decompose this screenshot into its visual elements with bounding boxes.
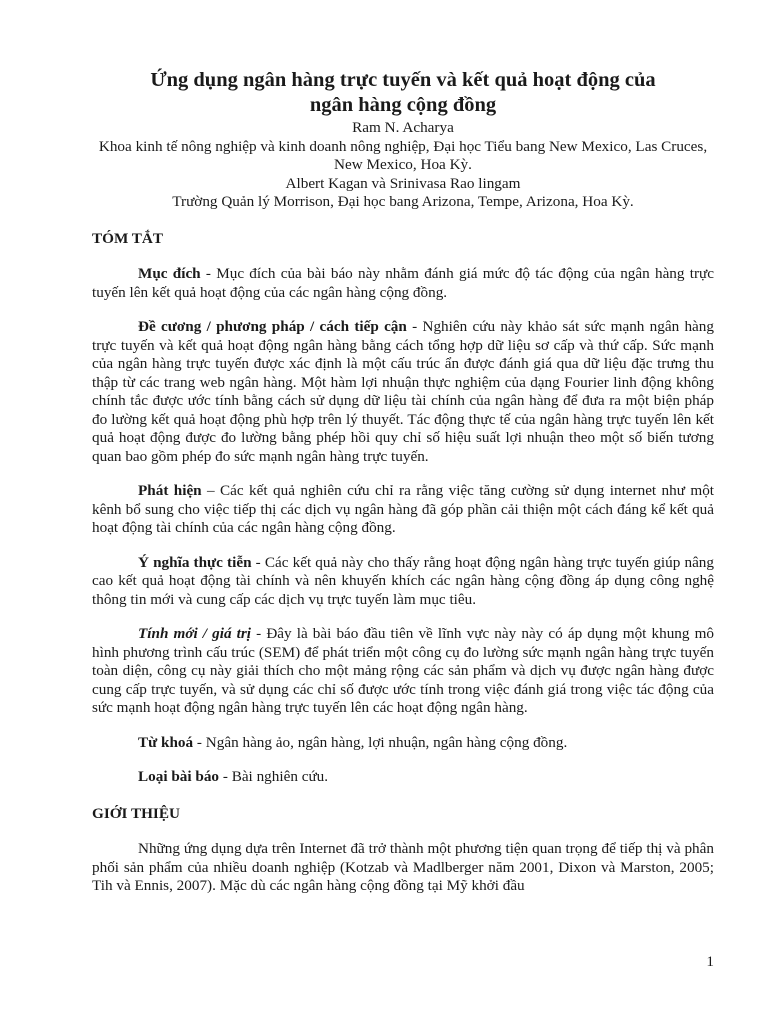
paragraph-text: Bài nghiên cứu.: [231, 768, 329, 785]
abstract-paragraph-implications: Ý nghĩa thực tiễn - Các kết quả này cho thấy rằng hoạt động ngân hàng trực tuyến giúp nâng cao kết quả hoạt động tài chính và nên khuyến khích các ngân hàng cộng đồng áp dụng công nghệ thông tin mới và cung cấp các dịch vụ trực tuyến làm mục tiêu.: [92, 553, 714, 608]
paragraph-label: Phát hiện: [138, 482, 202, 499]
paper-title: [92, 68, 714, 118]
paragraph-text: Nghiên cứu này khảo sát sức mạnh ngân hàng trực tuyến và kết quả hoạt động ngân hàng bằng cách tổng hợp dữ liệu sơ cấp và thứ cấp. Sức mạnh của ngân hàng trực tuyến được xác định là một cấu trúc ẩn được đánh giá qua dữ liệu đặc trưng thu thập từ các trang web ngân hàng. Một hàm lợi nhuận thực nghiệm của dạng Fourier linh động không chính tắc được ước tính bằng cách sử dụng dữ liệu tài chính của ngân hàng để đưa ra một biện pháp đo lường kết quả hoạt động phù hợp trên lý thuyết. Tác động thực tế của ngân hàng trực tuyến lên kết quả hoạt động được đo lường bằng phép hồi quy chỉ số hiệu suất lợi nhuận theo một số biến tương quan bao gồm phép đo sức mạnh ngân hàng trực tuyến.: [92, 318, 714, 465]
introduction-paragraph: Những ứng dụng dựa trên Internet đã trở thành một phương tiện quan trọng để tiếp thị và phân phối sản phẩm của nhiều doanh nghiệp (Kotzab và Madlberger năm 2001, Dixon và Marston, 2005; Tih và Ennis, 2007). Mặc dù các ngân hàng cộng đồng tại Mỹ khởi đầu: [92, 840, 714, 894]
author-1: Ram N. Acharya: [352, 119, 454, 136]
title-line-2: ngân hàng cộng đồng: [309, 94, 497, 116]
abstract-heading: TÓM TẮT: [92, 229, 164, 247]
abstract-paragraph-paper-type: Loại bài báo - Bài nghiên cứu.: [138, 768, 329, 785]
paragraph-text: Đây là bài báo đầu tiên về lĩnh vực này này có áp dụng một khung mô hình phương trình cấu trúc (SEM) để phát triển một công cụ đo lường sức mạnh ngân hàng trực tuyến toàn diện, công cụ này giải thích cho một mảng rộng các sản phẩm và dịch vụ được ngân hàng được cung cấp trực tuyến, và sử dụng các chỉ số được ước tính trong việc đánh giá trong việc tác động của sức mạnh hoạt động ngân hàng trực tuyến lên các hoạt động ngân hàng.: [92, 625, 714, 716]
paragraph-label: Đề cương / phương pháp / cách tiếp cận: [138, 318, 407, 335]
abstract-paragraph-originality: Tính mới / giá trị - Đây là bài báo đầu tiên về lĩnh vực này này có áp dụng một khung mô hình phương trình cấu trúc (SEM) để phát triển một công cụ đo lường sức mạnh ngân hàng trực tuyến toàn diện, công cụ này giải thích cho một mảng rộng các sản phẩm và dịch vụ được ngân hàng được cung cấp trực tuyến, và sử dụng các chỉ số được ước tính trong việc đánh giá trong việc tác động của sức mạnh hoạt động ngân hàng trực tuyến lên các hoạt động ngân hàng.: [92, 625, 714, 716]
paragraph-label: Tính mới / giá trị: [138, 625, 252, 642]
author-2: Albert Kagan và Srinivasa Rao lingam: [285, 174, 521, 192]
abstract-body: [92, 265, 714, 787]
document-page: [92, 68, 714, 896]
paragraph-label: Từ khoá: [138, 733, 194, 751]
abstract-paragraph-findings: Phát hiện – Các kết quả nghiên cứu chỉ ra rằng việc tăng cường sử dụng internet như một kênh bổ sung cho việc tiếp thị các dịch vụ ngân hàng đã góp phần cải thiện một cách đáng kể kết quả hoạt động tài chính của các ngân hàng cộng đồng.: [92, 482, 715, 536]
title-line-1: Ứng dụng ngân hàng trực tuyến và kết quả hoạt động của: [150, 69, 656, 91]
paragraph-label: Ý nghĩa thực tiễn: [138, 553, 252, 571]
paragraph-text: Các kết quả nghiên cứu chỉ ra rằng việc tăng cường sử dụng internet như một kênh bổ sung cho việc tiếp thị các dịch vụ ngân hàng đã góp phần cải thiện một cách đáng kể kết quả hoạt động tài chính của các ngân hàng cộng đồng.: [92, 482, 715, 536]
introduction-heading: GIỚI THIỆU: [92, 804, 180, 822]
abstract-paragraph-keywords: Từ khoá - Ngân hàng ảo, ngân hàng, lợi nhuận, ngân hàng cộng đồng.: [138, 733, 568, 751]
paragraph-text: Mục đích của bài báo này nhằm đánh giá mức độ tác động của ngân hàng trực tuyến lên kết quả hoạt động của các ngân hàng cộng đồng.: [92, 265, 714, 301]
paragraph-label: Loại bài báo: [138, 768, 220, 785]
paragraph-text: Ngân hàng ảo, ngân hàng, lợi nhuận, ngân hàng cộng đồng.: [205, 733, 568, 751]
affiliation-1: Khoa kinh tế nông nghiệp và kinh doanh nông nghiệp, Đại học Tiểu bang New Mexico, Las Cruces, New Mexico, Hoa Kỳ.: [98, 137, 708, 173]
affiliation-2: Trường Quản lý Morrison, Đại học bang Arizona, Tempe, Arizona, Hoa Kỳ.: [172, 193, 634, 210]
page-number: 1: [706, 953, 714, 970]
abstract-paragraph-approach: Đề cương / phương pháp / cách tiếp cận - Nghiên cứu này khảo sát sức mạnh ngân hàng trực tuyến và kết quả hoạt động ngân hàng bằng cách tổng hợp dữ liệu sơ cấp và thứ cấp. Sức mạnh của ngân hàng trực tuyến được xác định là một cấu trúc ẩn được đánh giá qua dữ liệu đặc trưng thu thập từ các trang web ngân hàng. Một hàm lợi nhuận thực nghiệm của dạng Fourier linh động không chính tắc được ước tính bằng cách sử dụng dữ liệu tài chính của ngân hàng để đưa ra một biện pháp đo lường kết quả hoạt động phù hợp trên lý thuyết. Tác động thực tế của ngân hàng trực tuyến lên kết quả hoạt động được đo lường bằng phép hồi quy chỉ số hiệu suất lợi nhuận theo một số biến tương quan bao gồm phép đo sức mạnh ngân hàng trực tuyến.: [92, 318, 714, 465]
author-block: [92, 119, 714, 212]
paragraph-text: Các kết quả này cho thấy rằng hoạt động ngân hàng trực tuyến giúp nâng cao kết quả hoạt động tài chính và nên khuyến khích các ngân hàng cộng đồng áp dụng công nghệ thông tin mới và cung cấp các dịch vụ trực tuyến làm mục tiêu.: [92, 553, 714, 608]
abstract-paragraph-purpose: Mục đích - Mục đích của bài báo này nhằm đánh giá mức độ tác động của ngân hàng trực tuyến lên kết quả hoạt động của các ngân hàng cộng đồng.: [92, 265, 714, 301]
paragraph-label: Mục đích: [138, 265, 201, 282]
